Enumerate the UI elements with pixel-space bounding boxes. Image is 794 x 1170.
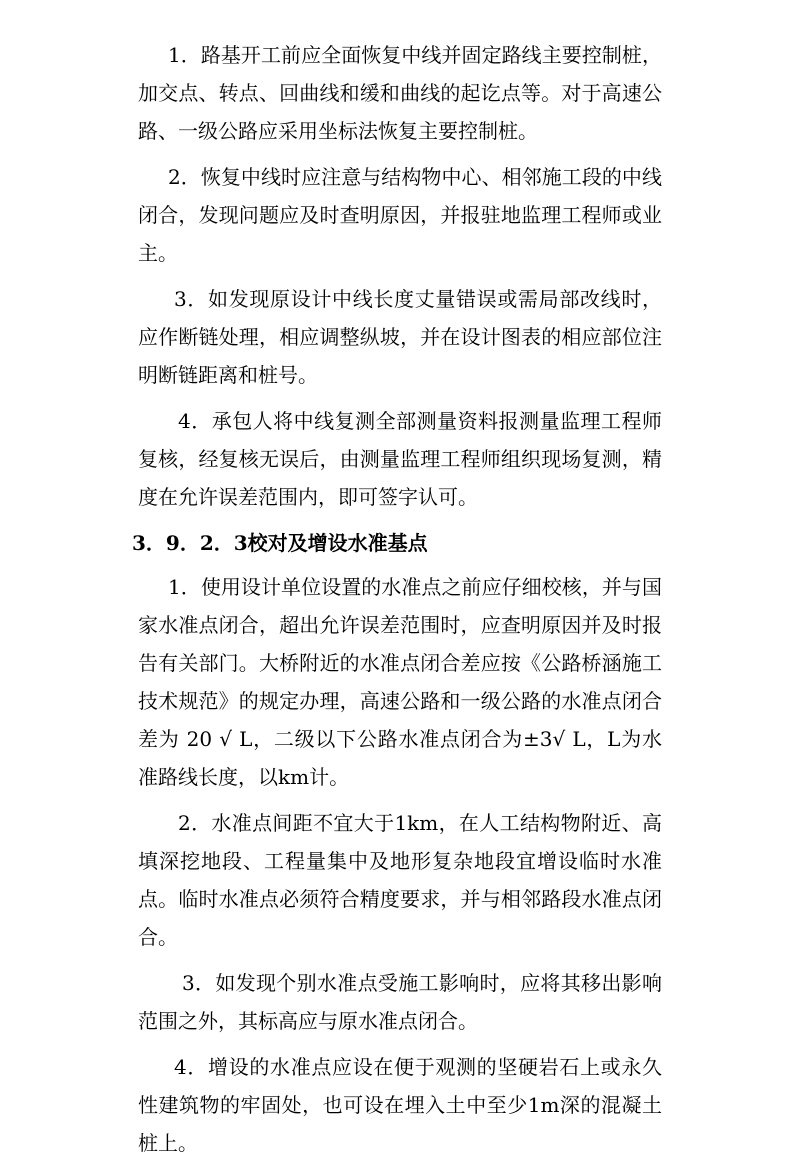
paragraph-benchmark-check: 1．使用设计单位设置的水准点之前应仔细校核，并与国家水准点闭合，超出允许误差范围时，应查明原因并及时报告有关部门。大桥附近的水准点闭合差应按《公路桥涵施工技术规范》的规定办理，高速公路和一级公路的水准点闭合差为 20 √ L，二级以下公路水准点闭合为±3√ L，L为水准路线长度，以km计。 [138, 575, 662, 789]
paragraph-benchmark-relocate: 3．如发现个别水准点受施工影响时，应将其移出影响范围之外，其标高应与原水准点闭合。 [138, 971, 662, 1033]
paragraph-survey-review: 4．承包人将中线复测全部测量资料报测量监理工程师复核，经复核无误后，由测量监理工程师组织现场复测，精度在允许误差范围内，即可签字认可。 [138, 409, 662, 509]
paragraph-chain-break: 3．如发现原设计中线长度丈量错误或需局部改线时，应作断链处理，相应调整纵坡，并在设计图表的相应部位注明断链距离和桩号。 [138, 287, 662, 387]
document-page [132, 36, 662, 1170]
paragraph-benchmark-placement: 4．增设的水准点应设在便于观测的坚硬岩石上或永久性建筑物的牢固处，也可设在埋入土中至少1m深的混凝土桩上。 [138, 1055, 662, 1155]
section-heading-benchmark: 3．9．2．3校对及增设水准基点 [132, 531, 428, 555]
paragraph-benchmark-spacing: 2．水准点间距不宜大于1km，在人工结构物附近、高填深挖地段、工程量集中及地形复杂地段宜增设临时水准点。临时水准点必须符合精度要求，并与相邻路段水准点闭合。 [138, 811, 662, 949]
paragraph-centerline-closure: 2．恢复中线时应注意与结构物中心、相邻施工段的中线闭合，发现问题应及时查明原因，并报驻地监理工程师或业主。 [138, 165, 662, 265]
paragraph-restore-centerline: 1．路基开工前应全面恢复中线并固定路线主要控制桩，加交点、转点、回曲线和缓和曲线的起讫点等。对于高速公路、一级公路应采用坐标法恢复主要控制桩。 [138, 43, 662, 143]
